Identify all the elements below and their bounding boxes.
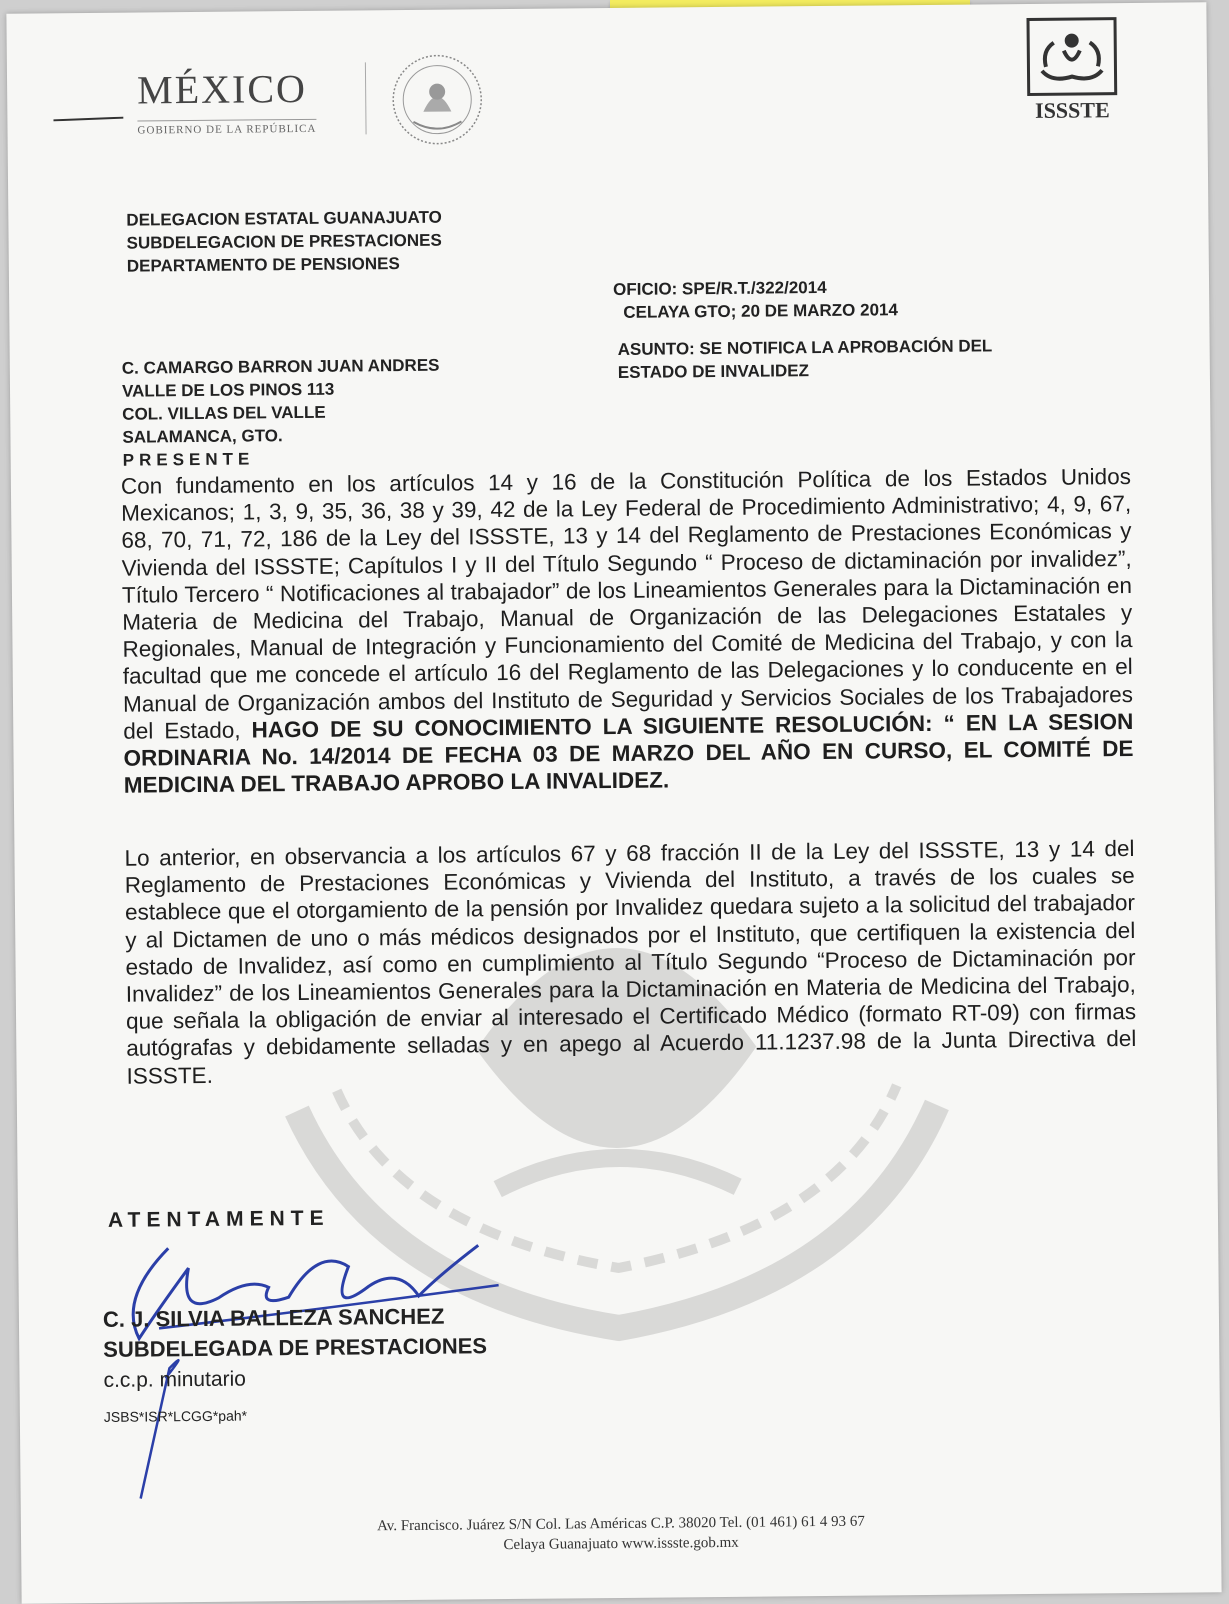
reference-initials: JSBS*ISR*LCGG*pah* [103, 1407, 248, 1425]
department-block [126, 206, 442, 278]
signer-title: SUBDELEGADA DE PRESTACIONES [103, 1333, 488, 1362]
government-logo [137, 67, 317, 137]
coat-of-arms-seal-icon [383, 51, 492, 148]
body-paragraph-1 [121, 463, 1134, 799]
addressee-block [122, 354, 441, 472]
department-line: DEPARTAMENTO DE PENSIONES [126, 254, 400, 276]
addressee-name: C. CAMARGO BARRON JUAN ANDRES [121, 355, 440, 378]
body-paragraph-2: Lo anterior, en observancia a los artículos 67 y 68 fracción II de la Ley del ISSSTE, 13 y 14 del Reglamento de Prestaciones Económicas y Vivienda del Instituto, a través de los cuales se establece que el otorgamiento de la pensión por Invalidez quedara sujeto a la solicitud del trabajador y al Dictamen de uno o más médicos designados por el Instituto, que certifiquen la existencia del estado de Invalidez, así como en cumplimiento al Título Segundo “Proceso de Dictaminación por Invalidez” de los Lineamientos Generales para la Dictaminación en Materia de Medicina del Trabajo, que señala la obligación de enviar al interesado el Certificado Médico (formato RT-09) con firmas autógrafas y debidamente selladas y en apego al Acuerdo 11.1237.98 de la Junta Directiva del ISSSTE. [124, 836, 1137, 1089]
department-line: SUBDELEGACION DE PRESTACIONES [126, 230, 442, 253]
place-date: CELAYA GTO; 20 DE MARZO 2014 [623, 300, 898, 322]
reference-block [613, 275, 898, 324]
addressee-street: VALLE DE LOS PINOS 113 [121, 379, 335, 401]
presente-label: PRESENTE [122, 449, 255, 470]
document-page [6, 2, 1221, 1603]
addressee-city: SALAMANCA, GTO. [122, 426, 283, 447]
country-name: MÉXICO [136, 65, 308, 113]
oficio-number: OFICIO: SPE/R.T./322/2014 [612, 277, 827, 299]
closing-salutation: ATENTAMENTE [107, 1206, 330, 1232]
issste-emblem-icon [1026, 17, 1117, 96]
issste-logo [1024, 17, 1119, 124]
pen-mark [53, 117, 123, 122]
subject-line: ASUNTO: SE NOTIFICA LA APROBACIÓN DEL [617, 336, 993, 359]
signer-name: C. J. SILVIA BALLEZA SANCHEZ [102, 1303, 445, 1332]
resolution-statement: HAGO DE SU CONOCIMIENTO LA SIGUIENTE RESOLUCIÓN: “ EN LA SESION ORDINARIA No. 14/2014 DE FECHA 03 DE MARZO DEL AÑO EN CURSO, EL COMITÉ DE MEDICINA DEL TRABAJO APROBO LA INVALIDEZ. [123, 708, 1134, 798]
logo-divider [365, 62, 367, 134]
signer-block [103, 1301, 487, 1365]
department-line: DELEGACION ESTATAL GUANAJUATO [126, 207, 442, 230]
issste-logo-text: ISSSTE [1034, 97, 1110, 123]
body-paragraph-1-text: Con fundamento en los artículos 14 y 16 de la Constitución Política de los Estados Unidos Mexicanos; 1, 3, 9, 35, 36, 38 y 39, 42 de la Ley Federal de Procedimiento Administrativo; 4, 9, 67, 68, 70, 71, 72, 186 de la Ley del ISSSTE, 13 y 14 del Reglamento de Prestaciones Económicas y Vivienda del ISSSTE; Capítulos I y II del Título Segundo “ Proceso de dictaminación por invalidez”, Título Tercero “ Notificaciones al trabajador” de los Lineamientos Generales para la Dictaminación en Materia de Medicina del Trabajo, Manual de Organización de las Delegaciones Estatales y Regionales, Manual de Integración y Funcionamiento del Comité de Medicina del Trabajo, y con la facultad que me concede el artículo 16 del Reglamento de las Delegaciones y lo conducente en el Manual de Organización ambos del Instituto de Seguridad y Servicios Sociales de los Trabajadores del Estado, [120, 464, 1134, 744]
government-label: GOBIERNO DE LA REPÚBLICA [137, 119, 316, 137]
ccp-line: c.c.p. minutario [103, 1367, 247, 1392]
subject-line: ESTADO DE INVALIDEZ [617, 361, 810, 382]
addressee-colony: COL. VILLAS DEL VALLE [122, 402, 326, 424]
footer-address: Av. Francisco. Juárez S/N Col. Las Américas C.P. 38020 Tel. (01 461) 61 4 93 67 [376, 1513, 865, 1535]
subject-block [618, 333, 1098, 384]
footer-city-website: Celaya Guanajuato www.issste.gob.mx [503, 1534, 739, 1554]
